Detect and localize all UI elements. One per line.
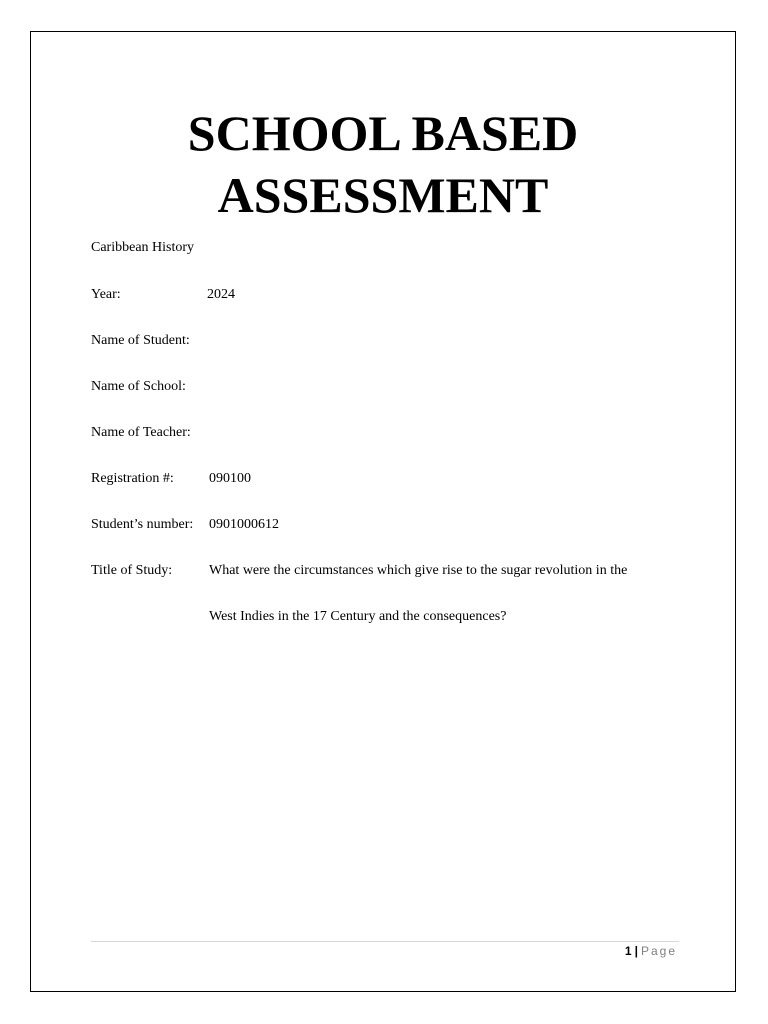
registration-label: Registration #:: [91, 471, 174, 486]
page-word: Page: [640, 944, 677, 958]
title-of-study-value-line-2: West Indies in the 17 Century and the consequences?: [209, 609, 507, 624]
title-line-2: ASSESSMENT: [217, 167, 549, 223]
document-page: [30, 31, 736, 992]
school-name-label: Name of School:: [91, 379, 186, 394]
document-title: [31, 102, 735, 226]
year-value: 2024: [207, 287, 235, 302]
student-name-label: Name of Student:: [91, 333, 190, 348]
student-number-label: Student’s number:: [91, 517, 194, 532]
year-label: Year:: [91, 287, 121, 302]
title-line-1: SCHOOL BASED: [187, 105, 579, 161]
registration-value: 090100: [209, 471, 251, 486]
page-footer: [625, 944, 677, 958]
student-number-value: 0901000612: [209, 517, 279, 532]
teacher-name-label: Name of Teacher:: [91, 425, 191, 440]
title-of-study-value-line-1: What were the circumstances which give rise to the sugar revolution in the: [209, 563, 628, 578]
subject-name: Caribbean History: [91, 240, 195, 255]
title-of-study-label: Title of Study:: [91, 563, 173, 578]
page-number: 1: [624, 944, 632, 958]
footer-separator: |: [634, 944, 638, 958]
footer-divider: [91, 941, 679, 942]
